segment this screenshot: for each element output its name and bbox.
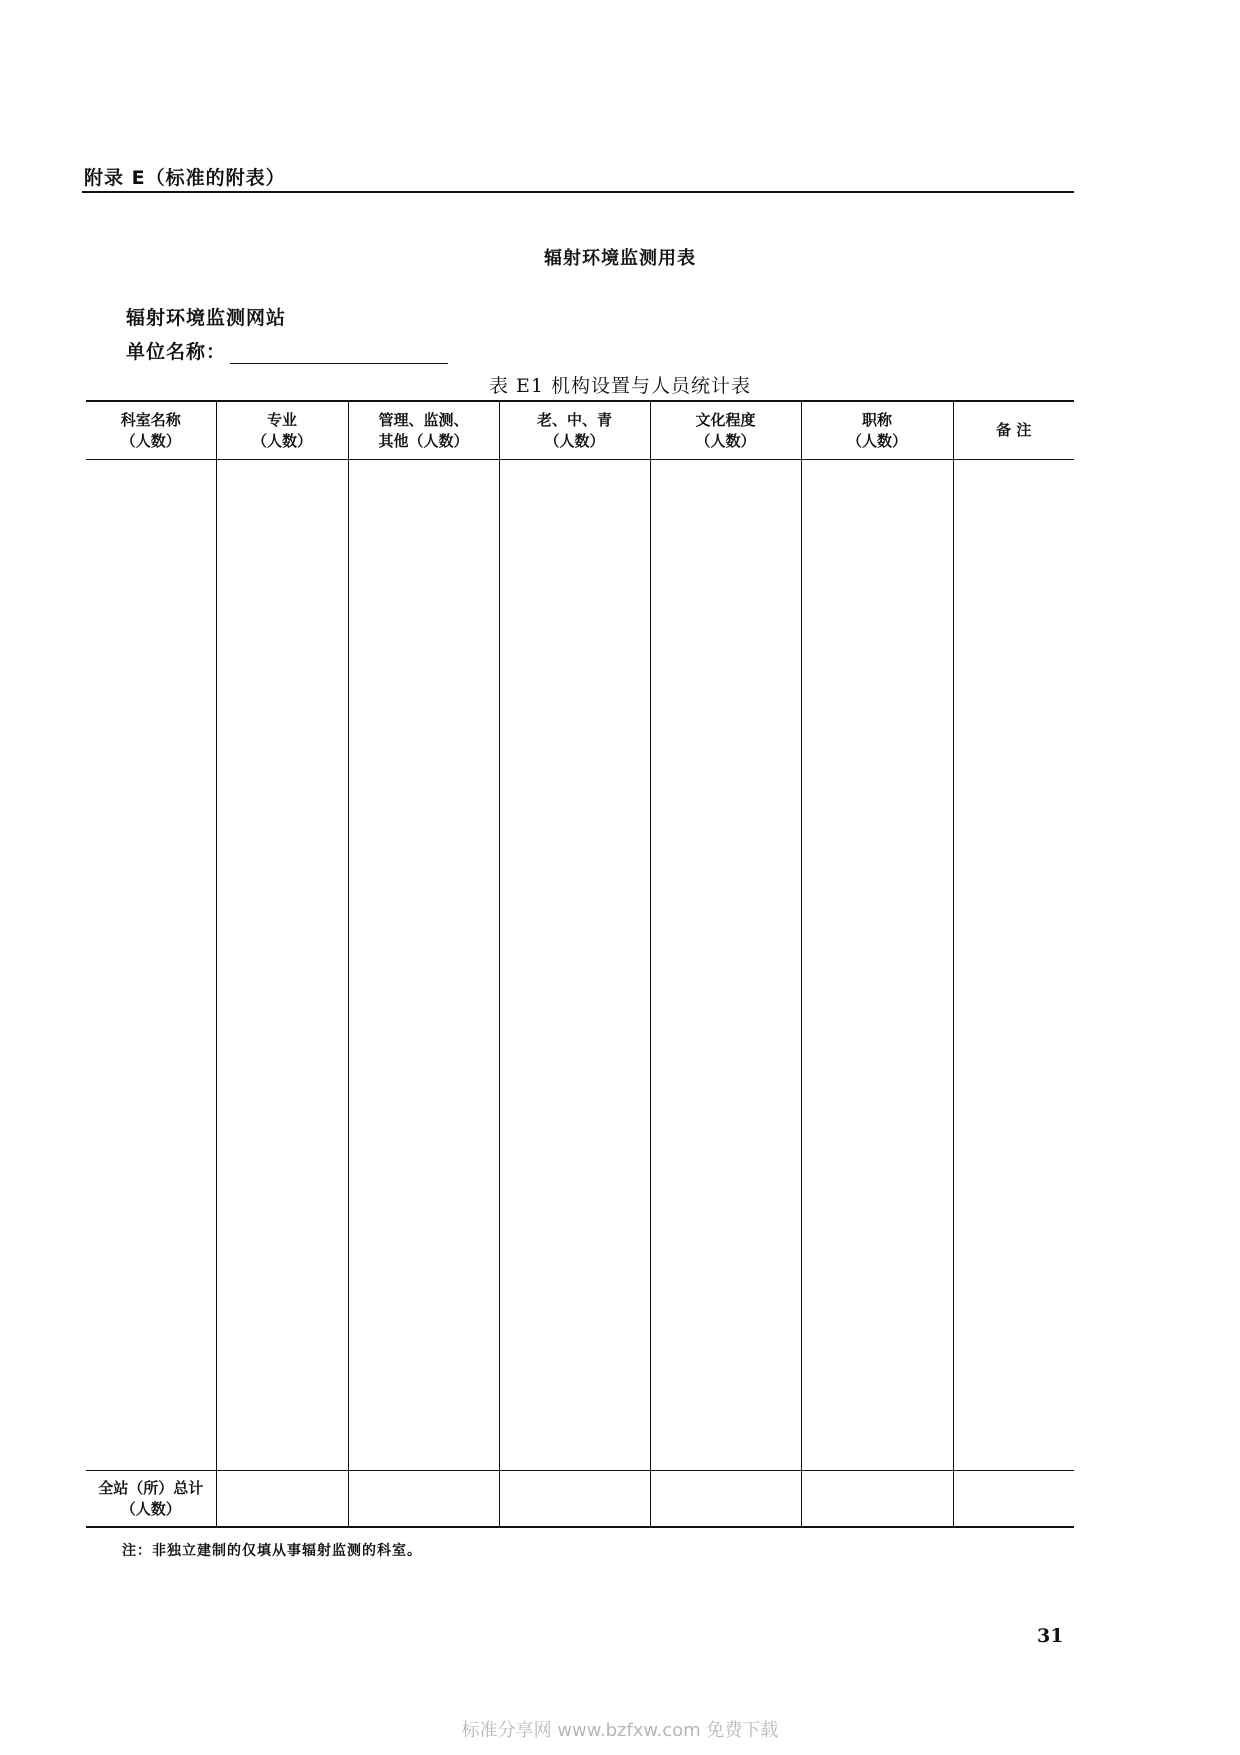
unit-name-label: 单位名称： xyxy=(126,341,227,363)
unit-name-row xyxy=(126,337,448,364)
table-total-row xyxy=(86,1471,1074,1528)
table-cell xyxy=(86,460,216,1471)
column-header-department: 科室名称 （人数） xyxy=(86,401,216,460)
table-cell xyxy=(499,460,650,1471)
page-number: 31 xyxy=(1037,1625,1064,1647)
staff-statistics-table xyxy=(86,400,1074,1528)
table-header-row xyxy=(86,401,1074,460)
table-cell xyxy=(801,460,953,1471)
table-cell xyxy=(216,1471,348,1528)
column-header-specialty: 专业 （人数） xyxy=(216,401,348,460)
table-cell xyxy=(650,460,801,1471)
table-cell xyxy=(801,1471,953,1528)
table-cell xyxy=(348,1471,499,1528)
column-header-title: 职称 （人数） xyxy=(801,401,953,460)
table-cell xyxy=(499,1471,650,1528)
header-rule xyxy=(82,191,1074,193)
table-cell xyxy=(953,460,1074,1471)
site-name-label: 辐射环境监测网站 xyxy=(126,307,287,329)
table-cell xyxy=(650,1471,801,1528)
unit-name-blank-line xyxy=(230,341,448,364)
table-cell xyxy=(953,1471,1074,1528)
document-title: 辐射环境监测用表 xyxy=(544,248,696,269)
column-header-role: 管理、监测、 其他（人数） xyxy=(348,401,499,460)
column-header-age-group: 老、中、青 （人数） xyxy=(499,401,650,460)
column-header-remarks: 备 注 xyxy=(953,401,1074,460)
total-row-label: 全站（所）总计 （人数） xyxy=(86,1471,216,1528)
table-cell xyxy=(348,460,499,1471)
appendix-header: 附录 E（标准的附表） xyxy=(84,167,286,189)
table-caption: 表 E1 机构设置与人员统计表 xyxy=(488,375,752,397)
table-cell xyxy=(216,460,348,1471)
table-note: 注：非独立建制的仅填从事辐射监测的科室。 xyxy=(122,1543,422,1559)
watermark: 标准分享网 www.bzfxw.com 免费下载 xyxy=(461,1720,779,1741)
column-header-education: 文化程度 （人数） xyxy=(650,401,801,460)
table-body-row xyxy=(86,460,1074,1471)
